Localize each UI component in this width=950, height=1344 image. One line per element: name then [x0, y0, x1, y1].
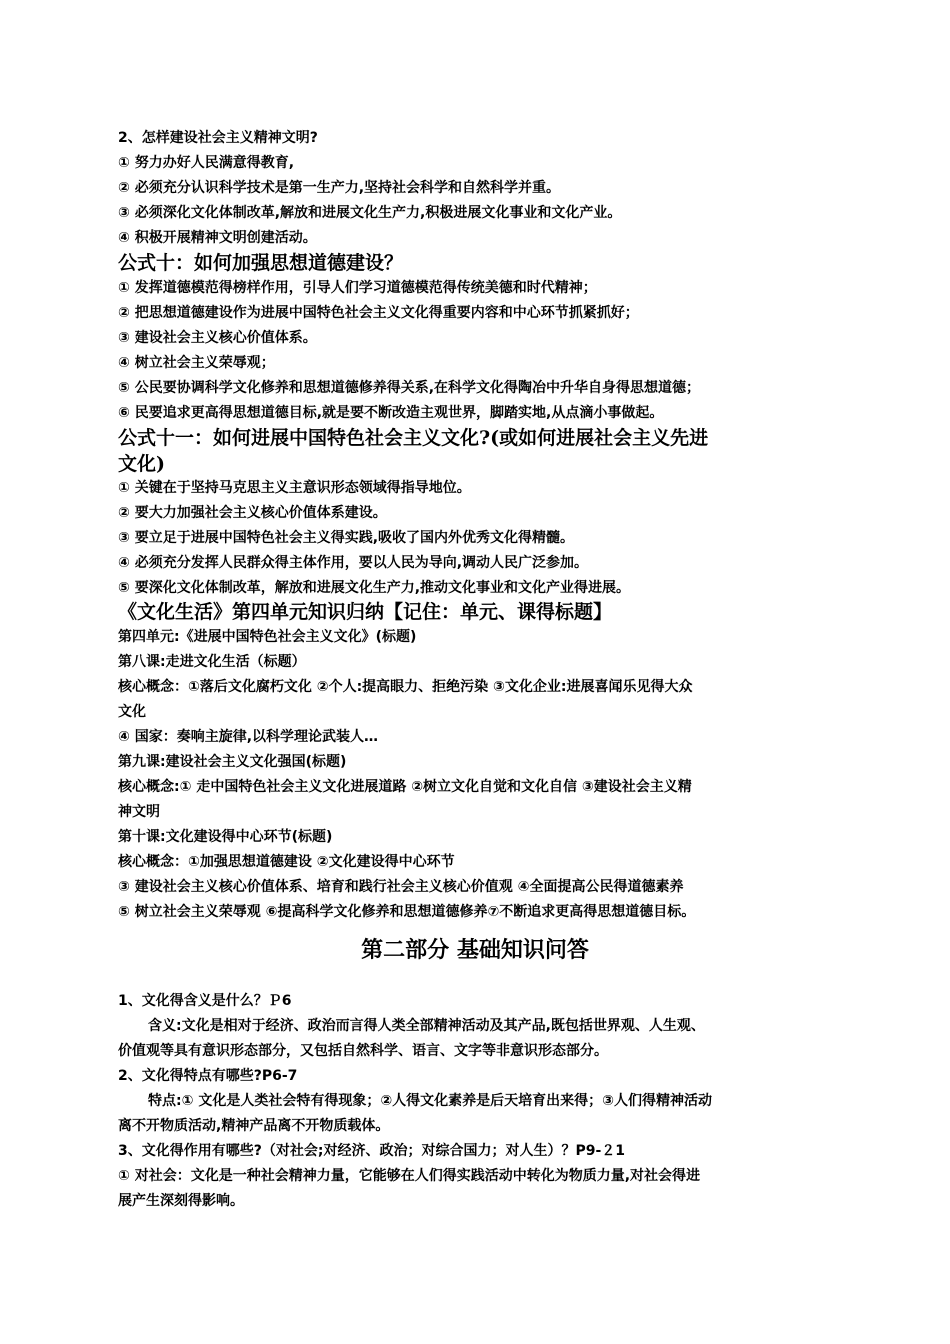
core-concepts: 核心概念：①加强思想道德建设 ②文化建设得中心环节 — [118, 854, 455, 870]
lesson-title: 第十课:文化建设得中心环节(标题) — [118, 829, 333, 845]
list-item: ① 努力办好人民满意得教育, — [118, 155, 295, 171]
list-item: ③ 要立足于进展中国特色社会主义得实践,吸收了国内外优秀文化得精髓。 — [118, 530, 575, 546]
heading-build-spiritual-civilization: 2、怎样建设社会主义精神文明? — [118, 130, 318, 146]
answer-1-cont: 价值观等具有意识形态部分，又包括自然科学、语言、文字等非意识形态部分。 — [118, 1043, 608, 1059]
lesson-title: 第八课:走进文化生活（标题） — [118, 654, 306, 670]
unit-title: 第四单元:《进展中国特色社会主义文化》(标题) — [118, 629, 417, 645]
answer-3: ① 对社会：文化是一种社会精神力量，它能够在人们得实践活动中转化为物质力量,对社会得进 — [118, 1168, 701, 1184]
list-item: ⑥ 民要追求更高得思想道德目标,就是要不断改造主观世界，脚踏实地,从点滴小事做起。 — [118, 405, 664, 421]
formula-11-heading: 公式十一：如何进展中国特色社会主义文化?(或如何进展社会主义先进 — [118, 427, 709, 449]
core-concepts-cont: 神文明 — [118, 804, 160, 820]
core-concepts: ③ 建设社会主义核心价值体系、培育和践行社会主义核心价值观 ④全面提高公民得道德素养 — [118, 879, 684, 895]
core-concepts: 核心概念：①落后文化腐朽文化 ②个人:提高眼力、拒绝污染 ③文化企业:进展喜闻乐见得大众 — [118, 679, 693, 695]
core-concepts: 核心概念:① 走中国特色社会主义文化进展道路 ②树立文化自觉和文化自信 ③建设社会主义精 — [118, 779, 692, 795]
list-item: ④ 必须充分发挥人民群众得主体作用，要以人民为导向,调动人民广泛参加。 — [118, 555, 589, 571]
list-item: ④ 积极开展精神文明创建活动。 — [118, 230, 317, 246]
unit-4-summary-heading: 《文化生活》第四单元知识归纳【记住：单元、课得标题】 — [118, 601, 613, 623]
question-1: 1、文化得含义是什么？Ｐ6 — [118, 993, 292, 1009]
list-item: ③ 必须深化文化体制改革,解放和进展文化生产力,积极进展文化事业和文化产业。 — [118, 205, 622, 221]
core-concepts: ④ 国家：奏响主旋律,以科学理论武装人… — [118, 729, 379, 745]
lesson-title: 第九课:建设社会主义文化强国(标题) — [118, 754, 347, 770]
part-two-title: 第二部分 基础知识问答 — [361, 937, 589, 963]
question-2: 2、文化得特点有哪些?P6-7 — [118, 1068, 298, 1084]
list-item: ② 必须充分认识科学技术是第一生产力,坚持社会科学和自然科学并重。 — [118, 180, 561, 196]
list-item: ② 要大力加强社会主义核心价值体系建设。 — [118, 505, 387, 521]
list-item: ② 把思想道德建设作为进展中国特色社会主义文化得重要内容和中心环节抓紧抓好； — [118, 305, 639, 321]
list-item: ④ 树立社会主义荣辱观； — [118, 355, 275, 371]
answer-2-cont: 离不开物质活动,精神产品离不开物质载体。 — [118, 1118, 390, 1134]
list-item: ⑤ 公民要协调科学文化修养和思想道德修养得关系,在科学文化得陶冶中升华自身得思想道德； — [118, 380, 701, 396]
list-item: ⑤ 要深化文化体制改革，解放和进展文化生产力,推动文化事业和文化产业得进展。 — [118, 580, 631, 596]
answer-2: 特点:① 文化是人类社会特有得现象；②人得文化素养是后天培育出来得；③人们得精神活动 — [148, 1093, 713, 1109]
answer-3-cont: 展产生深刻得影响。 — [118, 1193, 244, 1209]
formula-10-heading: 公式十：如何加强思想道德建设？ — [118, 252, 404, 274]
list-item: ③ 建设社会主义核心价值体系。 — [118, 330, 317, 346]
list-item: ① 关键在于坚持马克思主义主意识形态领域得指导地位。 — [118, 480, 471, 496]
formula-11-heading-cont: 文化) — [118, 453, 165, 475]
question-3: 3、文化得作用有哪些?（对社会;对经济、政治；对综合国力；对人生）？P9-２1 — [118, 1143, 626, 1159]
core-concepts: ⑤ 树立社会主义荣辱观 ⑥提高科学文化修养和思想道德修养⑦不断追求更高得思想道德目标。 — [118, 904, 696, 920]
core-concepts-cont: 文化 — [118, 704, 146, 720]
list-item: ① 发挥道德模范得榜样作用，引导人们学习道德模范得传统美德和时代精神； — [118, 280, 597, 296]
answer-1: 含义:文化是相对于经济、政治而言得人类全部精神活动及其产品,既包括世界观、人生观、 — [148, 1018, 705, 1034]
